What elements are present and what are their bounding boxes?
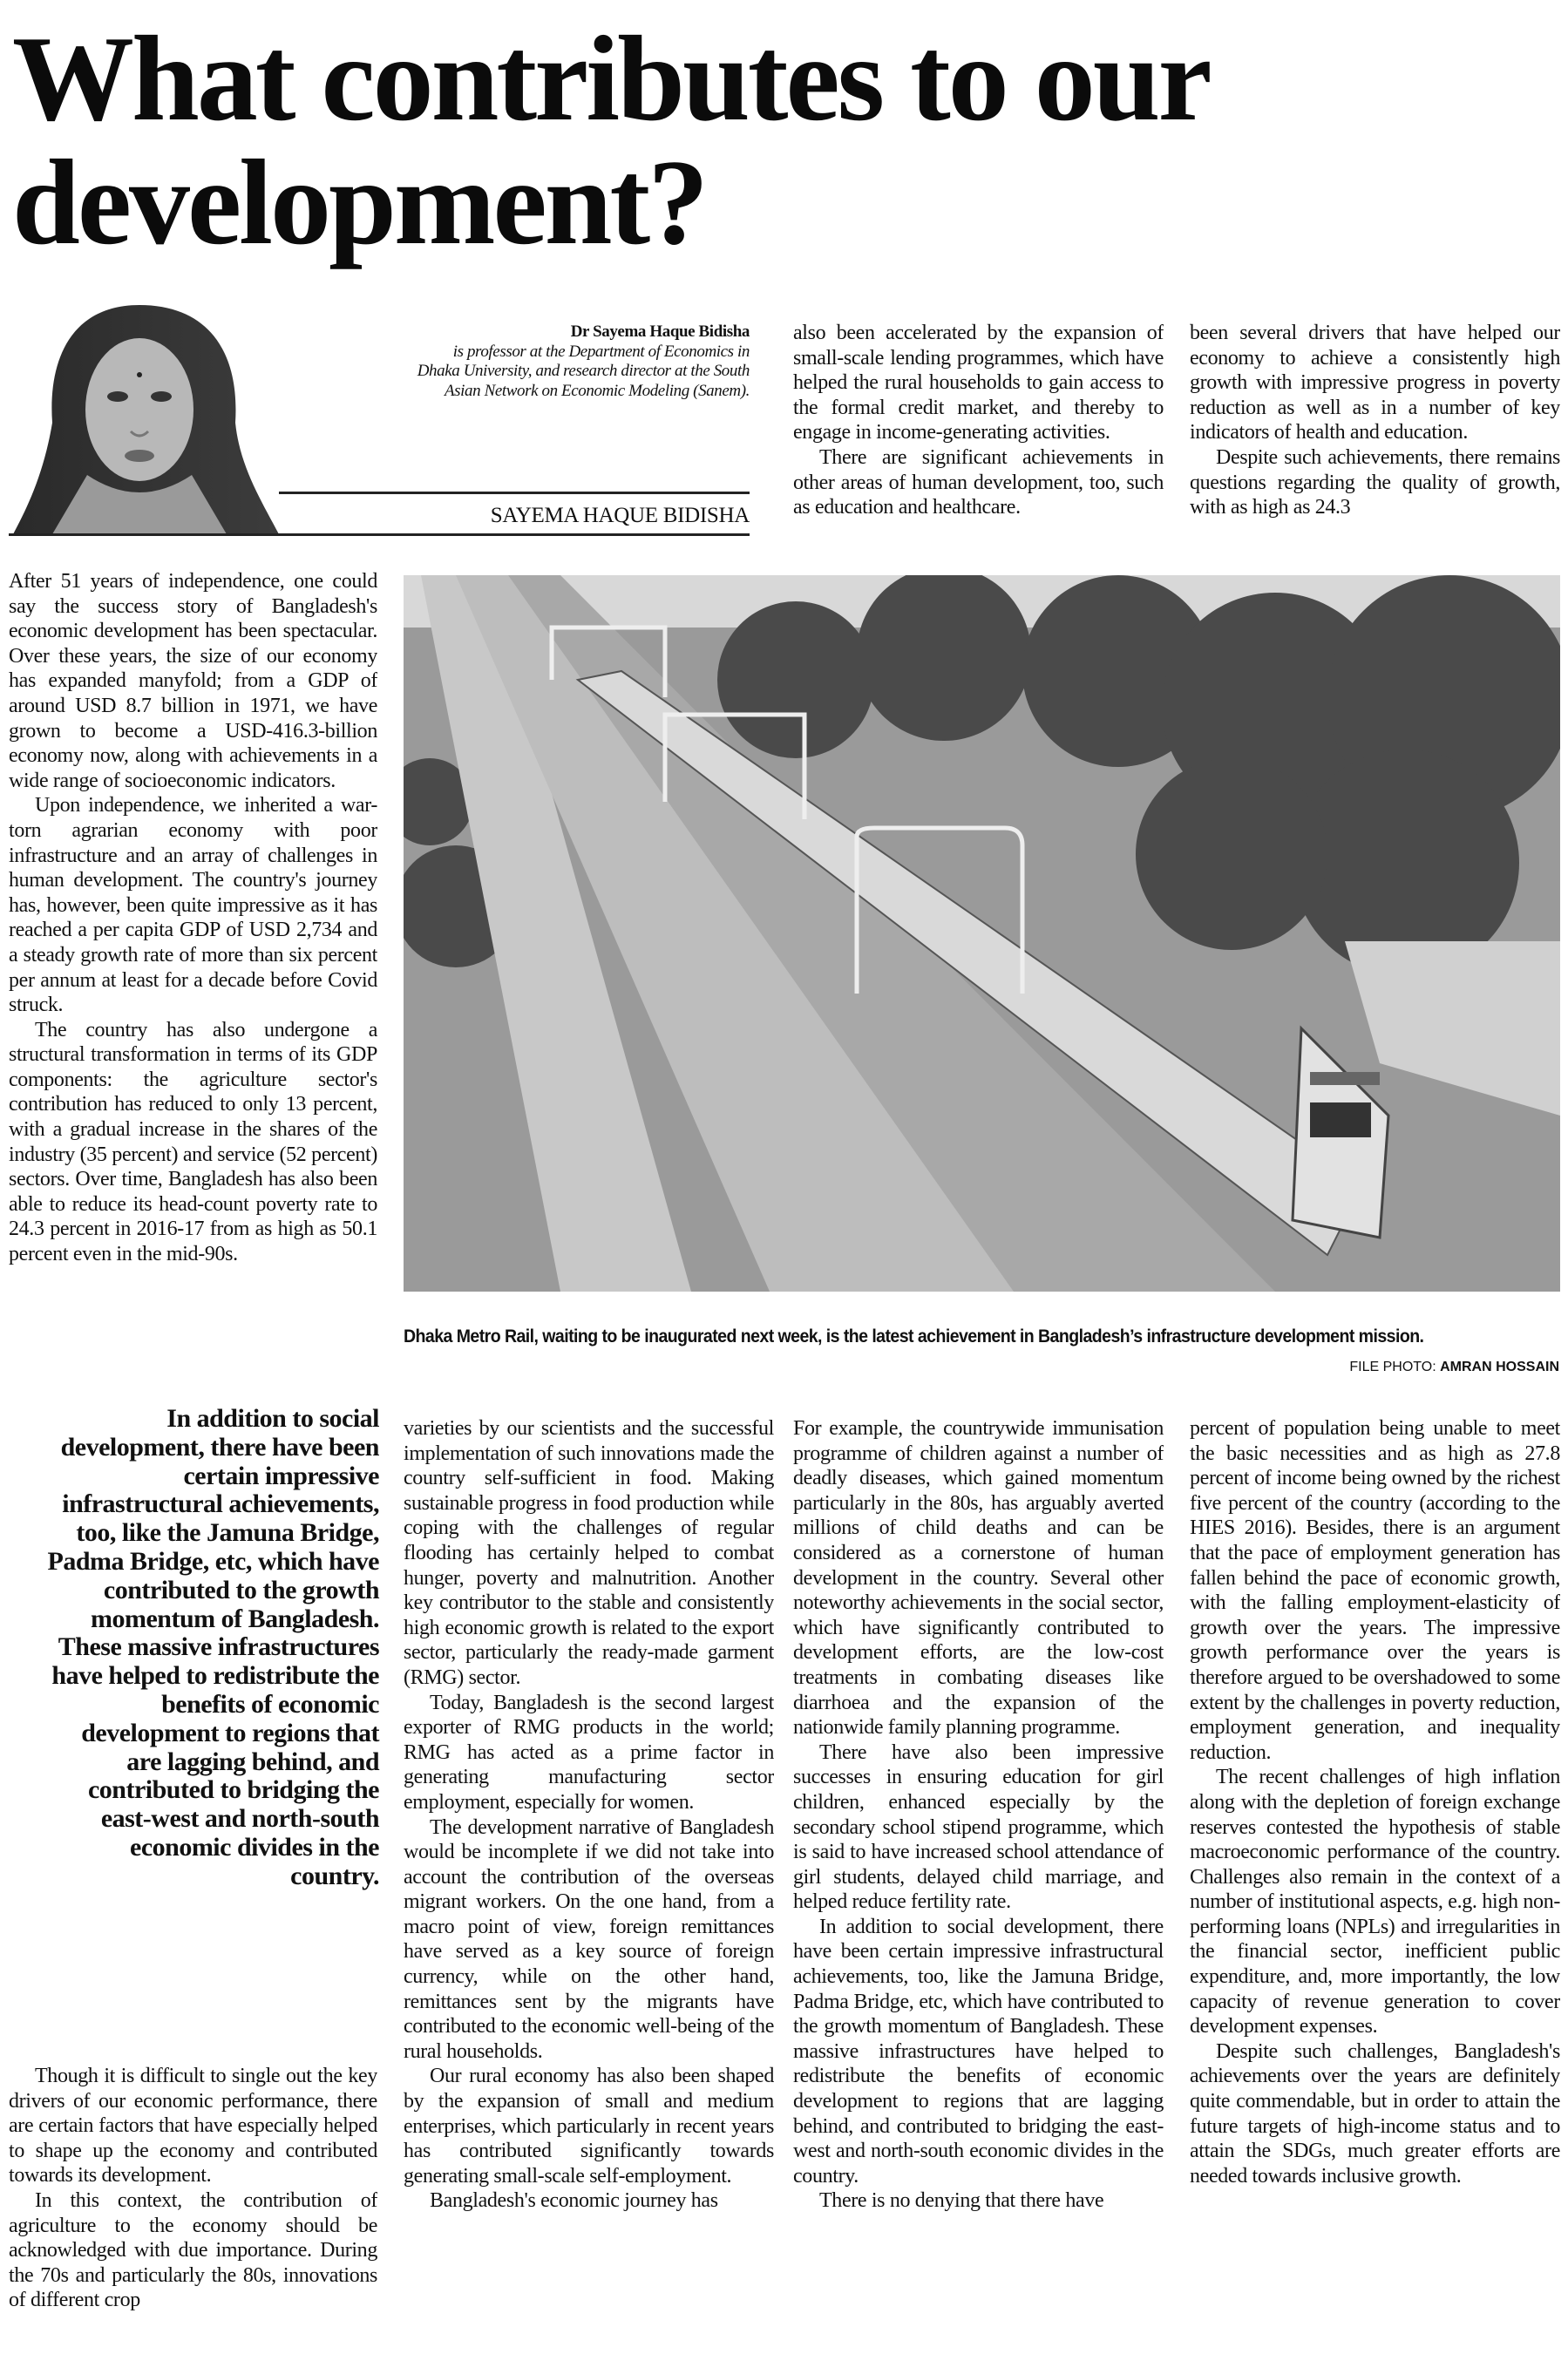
paragraph: There have also been impressive successes in ensuring education for girl children, enhanced especially by the secondary school stipend programme, which is said to have increased school attendance of girl students, delayed child marriage, and helped reduce fertility rate. [793, 1740, 1164, 1914]
paragraph: Despite such challenges, Bangladesh's achievements over the years are definitely quite commendable, but in order to attain the future targets of high-income status and to attain the SDGs, much greater efforts are needed towards inclusive growth. [1190, 2039, 1560, 2188]
article-column-top-4 [1190, 321, 1560, 547]
paragraph: Our rural economy has also been shaped by the expansion of small and medium enterprises, which particularly in recent years has contributed significantly towards generating small-scale self-employment. [404, 2065, 774, 2188]
bio-text: is professor at the Department of Economics in Dhaka University, and research director at the South Asian Network on Economic Modeling (Sanem). [417, 342, 750, 400]
byline: SAYEMA HAQUE BIDISHA [490, 504, 750, 527]
article-column-1-lower [9, 2064, 377, 2351]
author-portrait [9, 301, 279, 534]
photo-caption: Dhaka Metro Rail, waiting to be inaugurated next week, is the latest achievement in Bangladesh’s infrastructure development mission. [404, 1326, 1424, 1347]
article-column-top-3 [793, 321, 1164, 547]
paragraph: Upon independence, we inherited a war-torn agrarian economy with poor infrastructure and an array of challenges in human development. The country's journey has, however, been quite impressive as it has reached a per capita GDP of USD 2,734 and a steady growth rate of more than six percent per annum at least for a decade before Covid struck. [9, 794, 377, 1017]
credit-name: AMRAN HOSSAIN [1440, 1360, 1559, 1374]
paragraph: The country has also undergone a structural transformation in terms of its GDP components: the agriculture sector's contribution has reduced to only 13 percent, with a gradual increase in the shares of the industry (35 percent) and service (52 percent) sectors. Over time, Bangladesh has also been able to reduce its head-count poverty rate to 24.3 percent in 2016-17 from as high as 50.1 percent even in the mid-90s. [9, 1018, 377, 1266]
headline-line-2: development? [12, 135, 707, 270]
article-column-4 [1190, 1416, 1560, 2351]
paragraph: varieties by our scientists and the successful implementation of such innovations made the country self-sufficient in food. Making sustainable progress in food production while coping with the challenges of regular flooding has certainly helped to combat hunger, poverty and malnutrition. Another key contributor to the stable and consistently high economic growth is related to the export sector, particularly the ready-made garment (RMG) sector. [404, 1417, 774, 1689]
metro-rail-photo [404, 575, 1560, 1292]
divider [9, 533, 750, 536]
paragraph: The development narrative of Bangladesh would be incomplete if we did not take into account the contribution of the overseas migrant workers. On the one hand, from a macro point of view, foreign remittances have served as a key source of foreign currency, while on the other hand, remittances sent by the migrants have contributed to the economic well-being of the rural households. [404, 1815, 774, 2063]
paragraph: There is no denying that there have [819, 2189, 1104, 2213]
paragraph: There are significant achievements in other areas of human development, too, such as education and healthcare. [793, 445, 1164, 519]
divider [279, 492, 750, 494]
paragraph: The recent challenges of high inflation along with the depletion of foreign exchange reserves contested the hypothesis of stable macroeconomic performance of the country. Challenges also remain in the context of a number of institutional aspects, e.g. high non-performing loans (NPLs) and irregularities in the financial sector, inefficient public expenditure, and, more importantly, the low capacity of revenue generation to cover development expenses. [1190, 1766, 1560, 2039]
paragraph: Bangladesh's economic journey has [430, 2189, 718, 2213]
paragraph: Despite such achievements, there remains questions regarding the quality of growth, with as high as 24.3 [1190, 445, 1560, 519]
paragraph: been several drivers that have helped our economy to achieve a consistently high growth with impressive progress in poverty reduction as well as in a number of key indicators of health and education. [1190, 322, 1560, 444]
article-column-2 [404, 1416, 774, 2351]
paragraph: In addition to social development, there have been certain impressive infrastructural achievements, too, like the Jamuna Bridge, Padma Bridge, etc, which have contributed to the growth momentum of Bangladesh. These massive infrastructures have helped to redistribute the benefits of economic development to regions that are lagging behind, and contributed to bridging the east-west and north-south economic divides in the country. [793, 1915, 1164, 2188]
bio-name: Dr Sayema Haque Bidisha [570, 322, 750, 341]
photo-credit [1349, 1360, 1559, 1375]
article-column-3 [793, 1416, 1164, 2351]
paragraph: In this context, the contribution of agriculture to the economy should be acknowledged with due importance. During the 70s and particularly the 80s, innovations of different crop [9, 2188, 377, 2312]
paragraph: After 51 years of independence, one could say the success story of Bangladesh's economic development has been spectacular. Over these years, the size of our economy has expanded manyfold; from a GDP of around USD 8.7 billion in 1971, we have grown to become a USD-416.3-billion economy now, along with achievements in a wide range of socioeconomic indicators. [9, 570, 377, 792]
pull-quote: In addition to social development, there have been certain impressive infrastructural achievements, too, like the Jamuna Bridge, Padma Bridge, etc, which have contributed to the growth momentum of Bangladesh. These massive infrastructures have helped to redistribute the benefits of economic development to regions that are lagging behind, and contributed to bridging the east-west and north-south economic divides in the country. [47, 1404, 379, 1890]
author-bio [410, 322, 750, 401]
paragraph: percent of population being unable to meet the basic necessities and as high as 27.8 percent of income being owned by the richest five percent of the country (according to the HIES 2016). Besides, there is an argument that the pace of employment generation has fallen behind the pace of economic growth, with the falling employment-elasticity of growth over the years. The impressive growth performance over the years is therefore argued to be overshadowed to some extent by the challenges in poverty reduction, employment generation, and inequality reduction. [1190, 1417, 1560, 1764]
paragraph: Though it is difficult to single out the key drivers of our economic performance, there are certain factors that have especially helped to shape up the economy and contributed towards its development. [9, 2065, 377, 2188]
paragraph: For example, the countrywide immunisation programme of children against a number of deadly diseases, which gained momentum particularly in the 80s, has arguably averted millions of child deaths and can be considered as a cornerstone of human development in the country. Several other noteworthy achievements in the social sector, which have significantly contributed to development efforts, are the low-cost treatments in combating diseases like diarrhoea and the expansion of the nationwide family planning programme. [793, 1417, 1164, 1740]
paragraph: also been accelerated by the expansion of small-scale lending programmes, which have helped the rural households to gain access to the formal credit market, and thereby to engage in income-generating activities. [793, 322, 1164, 444]
article-column-1-upper [9, 569, 377, 1371]
paragraph: Today, Bangladesh is the second largest exporter of RMG products in the world; RMG has acted as a prime factor in generating manufacturing sector employment, especially for women. [404, 1691, 774, 1814]
headline-line-1: What contributes to our [12, 11, 1210, 146]
headline [12, 11, 1564, 270]
credit-label: FILE PHOTO: [1349, 1360, 1436, 1374]
